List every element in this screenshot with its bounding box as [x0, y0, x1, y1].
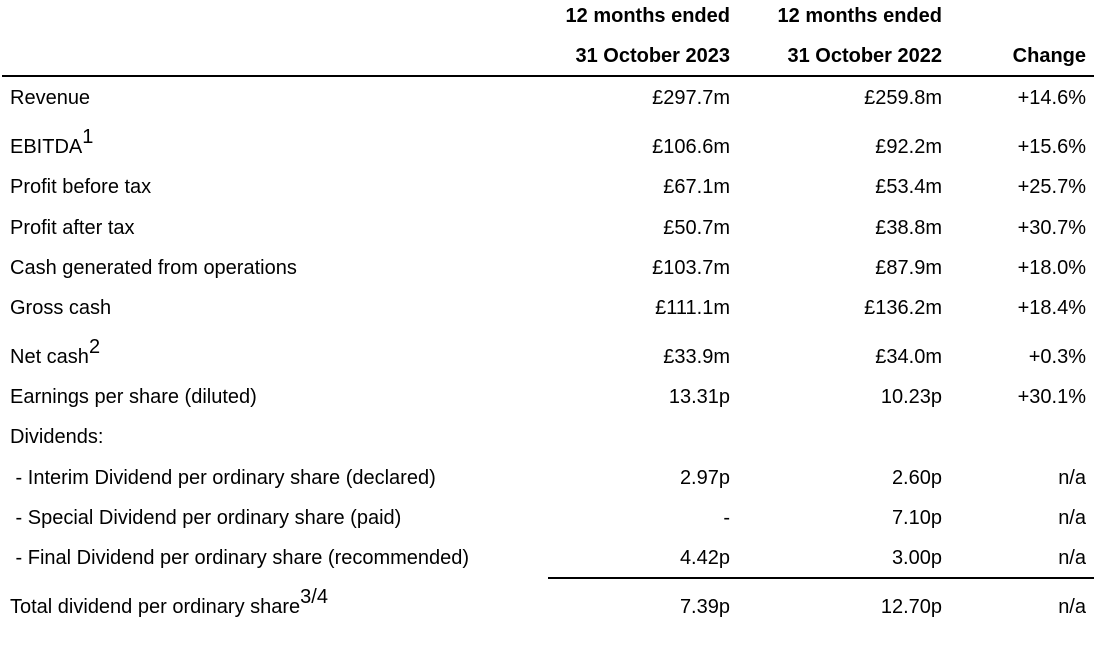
- value-change: +30.7%: [1017, 217, 1086, 239]
- value-2022: 12.70p: [880, 596, 942, 618]
- table-row: [0, 336, 1104, 385]
- table-row: [0, 126, 1104, 175]
- table-row: [0, 506, 1104, 546]
- value-2023: £106.6m: [652, 136, 730, 158]
- value-change: n/a: [1058, 596, 1086, 618]
- row-label: - Interim Dividend per ordinary share (declared): [10, 467, 436, 489]
- value-2023: 2.97p: [679, 467, 730, 489]
- value-2022: £92.2m: [875, 136, 942, 158]
- total-divider: [548, 577, 1094, 579]
- value-2022: £53.4m: [875, 176, 942, 198]
- value-change: n/a: [1058, 467, 1086, 489]
- value-change: +14.6%: [1017, 87, 1086, 109]
- table-row: [0, 296, 1104, 336]
- row-label: - Special Dividend per ordinary share (paid): [10, 507, 402, 529]
- value-change: +25.7%: [1017, 176, 1086, 198]
- header-col-2023-line2: 31 October 2023: [575, 45, 730, 67]
- value-2022: 10.23p: [880, 386, 942, 408]
- row-label: Revenue: [10, 87, 91, 109]
- value-2023: £50.7m: [663, 217, 730, 239]
- row-label: Net cash$^2$: [10, 336, 101, 368]
- value-2023: £297.7m: [652, 87, 730, 109]
- section-label-dividends: Dividends:: [10, 426, 104, 448]
- value-change: +15.6%: [1017, 136, 1086, 158]
- value-2023: 4.42p: [679, 547, 730, 569]
- row-label: - Final Dividend per ordinary share (recommended): [10, 547, 470, 569]
- footnote-marker: 1: [82, 126, 94, 148]
- value-change: n/a: [1058, 507, 1086, 529]
- row-label: EBITDA$^1$: [10, 126, 94, 158]
- header-row-1: [0, 4, 1104, 44]
- row-label: Profit after tax: [10, 217, 135, 239]
- value-2022: £34.0m: [875, 346, 942, 368]
- header-divider: [2, 75, 1094, 77]
- table-row: [0, 256, 1104, 296]
- value-2023: £111.1m: [655, 297, 730, 319]
- table-row: [0, 175, 1104, 215]
- value-change: +30.1%: [1017, 386, 1086, 408]
- header-col-2022-line2: 31 October 2022: [787, 45, 942, 67]
- row-label: Profit before tax: [10, 176, 152, 198]
- value-2022: 2.60p: [891, 467, 942, 489]
- table-row: [0, 216, 1104, 256]
- value-2023: 7.39p: [679, 596, 730, 618]
- value-2022: 7.10p: [891, 507, 942, 529]
- header-col-2022-line1: 12 months ended: [777, 5, 942, 27]
- header-col-change: Change: [1012, 45, 1086, 67]
- value-change: n/a: [1058, 547, 1086, 569]
- value-2023: 13.31p: [668, 386, 730, 408]
- value-2022: £259.8m: [864, 87, 942, 109]
- header-row-2: [0, 44, 1104, 84]
- row-label: Earnings per share (diluted): [10, 386, 257, 408]
- footnote-marker: 2: [88, 336, 101, 358]
- table-row: [0, 425, 1104, 465]
- value-2023: £103.7m: [652, 257, 730, 279]
- row-label: Total dividend per ordinary share$^{3/4}$: [10, 586, 328, 618]
- table-row: [0, 86, 1104, 126]
- value-2023: -: [723, 507, 730, 529]
- value-2023: £33.9m: [663, 346, 730, 368]
- value-2022: £136.2m: [864, 297, 942, 319]
- row-label: Gross cash: [10, 297, 112, 319]
- table-row: [0, 546, 1104, 586]
- value-2023: £67.1m: [663, 176, 730, 198]
- value-change: +18.0%: [1017, 257, 1086, 279]
- value-2022: £87.9m: [875, 257, 942, 279]
- header-col-2023-line1: 12 months ended: [565, 5, 730, 27]
- value-change: +0.3%: [1028, 346, 1086, 368]
- value-change: +18.4%: [1017, 297, 1086, 319]
- table-row: [0, 466, 1104, 506]
- table-row-total: [0, 586, 1104, 635]
- footnote-marker: 3/4: [300, 586, 328, 608]
- row-label: Cash generated from operations: [10, 257, 297, 279]
- value-2022: 3.00p: [891, 547, 942, 569]
- value-2022: £38.8m: [875, 217, 942, 239]
- table-row: [0, 385, 1104, 425]
